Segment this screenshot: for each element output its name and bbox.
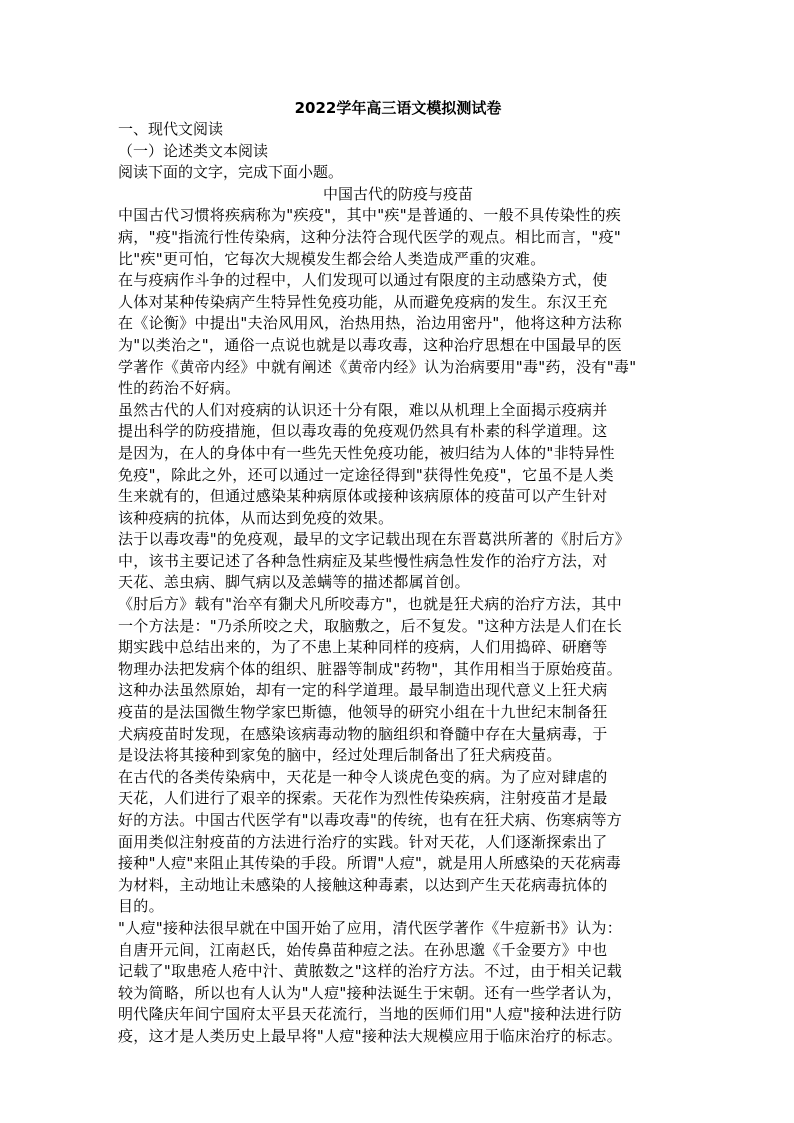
article-line: 一个方法是："乃杀所咬之犬，取脑敷之，后不复发。"这种方法是人们在长 <box>118 616 623 635</box>
article-line: 中，该书主要记述了各种急性病症及某些慢性病急性发作的治疗方法，对 <box>118 551 608 570</box>
article-line: "人痘"接种法很早就在中国开始了应用，清代医学著作《牛痘新书》认为： <box>118 918 623 937</box>
article-title: 中国古代的防疫与疫苗 <box>322 184 473 203</box>
article-body <box>118 205 678 1047</box>
article-line: 虽然古代的人们对疫病的认识还十分有限，难以从机理上全面揭示疫病并 <box>118 400 608 419</box>
article-line: 人体对某种传染病产生特异性免疫功能，从而避免疫病的发生。东汉王充 <box>118 292 608 311</box>
subsection-heading: （一）论述类文本阅读 <box>118 141 269 160</box>
article-line: 在《论衡》中提出"夫治风用风，治热用热，治边用密丹"，他将这种方法称 <box>118 314 623 333</box>
article-line: 接种"人痘"来阻止其传染的手段。所谓"人痘"，就是用人所感染的天花病毒 <box>118 854 622 873</box>
article-line: 中国古代习惯将疾病称为"疾疫"，其中"疾"是普通的、一般不具传染性的疾 <box>118 206 622 225</box>
article-line: 疫，这才是人类历史上最早将"人痘"接种法大规模应用于临床治疗的标志。 <box>118 1026 623 1045</box>
article-line: 在古代的各类传染病中，天花是一种令人谈虎色变的病。为了应对肆虐的 <box>118 767 608 786</box>
article-line: 是因为，在人的身体中有一些先天性免疫功能，被归结为人体的"非特异性 <box>118 443 615 462</box>
article-line: 在与疫病作斗争的过程中，人们发现可以通过有限度的主动感染方式，使 <box>118 271 608 290</box>
article-line: 天花，人们进行了艰辛的探索。天花作为烈性传染疾病，注射疫苗才是最 <box>118 789 608 808</box>
exam-page <box>118 97 678 1048</box>
article-line: 天花、恙虫病、脚气病以及恙螨等的描述都属首创。 <box>118 573 470 592</box>
article-line: 自唐开元间，江南赵氏，始传鼻苗种痘之法。在孙思邈《千金要方》中也 <box>118 940 608 959</box>
article-line: 该种疫病的抗体，从而达到免疫的效果。 <box>118 508 394 527</box>
article-line: 为"以类治之"，通俗一点说也就是以毒攻毒，这种治疗思想在中国最早的医 <box>118 335 623 354</box>
article-line: 犬病疫苗时发现，在感染该病毒动物的脑组织和脊髓中存在大量病毒，于 <box>118 724 608 743</box>
article-line: 生来就有的，但通过感染某种病原体或接种该病原体的疫苗可以产生针对 <box>118 487 608 506</box>
section-heading: 一、现代文阅读 <box>118 120 224 138</box>
article-line: 疫苗的是法国微生物学家巴斯德，他领导的研究小组在十九世纪末制备狂 <box>118 703 608 722</box>
article-line: 为材料，主动地让未感染的人接触这种毒素，以达到产生天花病毒抗体的 <box>118 875 608 894</box>
article-line: 面用类似注射疫苗的方法进行治疗的实践。针对天花，人们逐渐探索出了 <box>118 832 608 851</box>
article-line: 免疫"，除此之外，还可以通过一定途径得到"获得性免疫"，它虽不是人类 <box>118 465 614 484</box>
article-line: 明代隆庆年间宁国府太平县天花流行，当地的医师们用"人痘"接种法进行防 <box>118 1005 623 1024</box>
article-line: 较为简略，所以也有人认为"人痘"接种法诞生于宋朝。还有一些学者认为， <box>118 983 623 1002</box>
article-line: 性的药治不好病。 <box>118 379 241 398</box>
exam-title: 2022学年高三语文模拟测试卷 <box>294 99 502 117</box>
reading-instruction: 阅读下面的文字，完成下面小题。 <box>118 163 344 182</box>
article-line: 比"疾"更可怕，它每次大规模发生都会给人类造成严重的灾难。 <box>118 249 546 268</box>
article-line: 病，"疫"指流行性传染病，这种分法符合现代医学的观点。相比而言，"疫" <box>118 227 622 246</box>
article-line: 学著作《黄帝内经》中就有阐述《黄帝内经》认为治病要用"毒"药，没有"毒" <box>118 357 637 376</box>
article-line: 期实践中总结出来的，为了不患上某种同样的疫病，人们用捣碎、研磨等 <box>118 638 608 657</box>
article-line: 物理办法把发病个体的组织、脏器等制成"药物"，其作用相当于原始疫苗。 <box>118 659 623 678</box>
article-line: 记载了"取患疮人疮中汁、黄脓数之"这样的治疗方法。不过，由于相关记载 <box>118 962 623 981</box>
article-line: 法于以毒攻毒"的免疫观，最早的文字记载出现在东晋葛洪所著的《肘后方》 <box>118 530 631 549</box>
article-line: 提出科学的防疫措施，但以毒攻毒的免疫观仍然具有朴素的科学道理。这 <box>118 422 608 441</box>
article-line: 目的。 <box>118 897 164 916</box>
article-line: 是设法将其接种到家兔的脑中，经过处理后制备出了狂犬病疫苗。 <box>118 746 562 765</box>
article-line: 好的方法。中国古代医学有"以毒攻毒"的传统，也有在狂犬病、伤寒病等方 <box>118 811 623 829</box>
article-line: 这种办法虽然原始，却有一定的科学道理。最早制造出现代意义上狂犬病 <box>118 681 608 700</box>
article-line: 《肘后方》载有"治卒有猘犬凡所咬毒方"，也就是狂犬病的治疗方法，其中 <box>118 595 623 614</box>
